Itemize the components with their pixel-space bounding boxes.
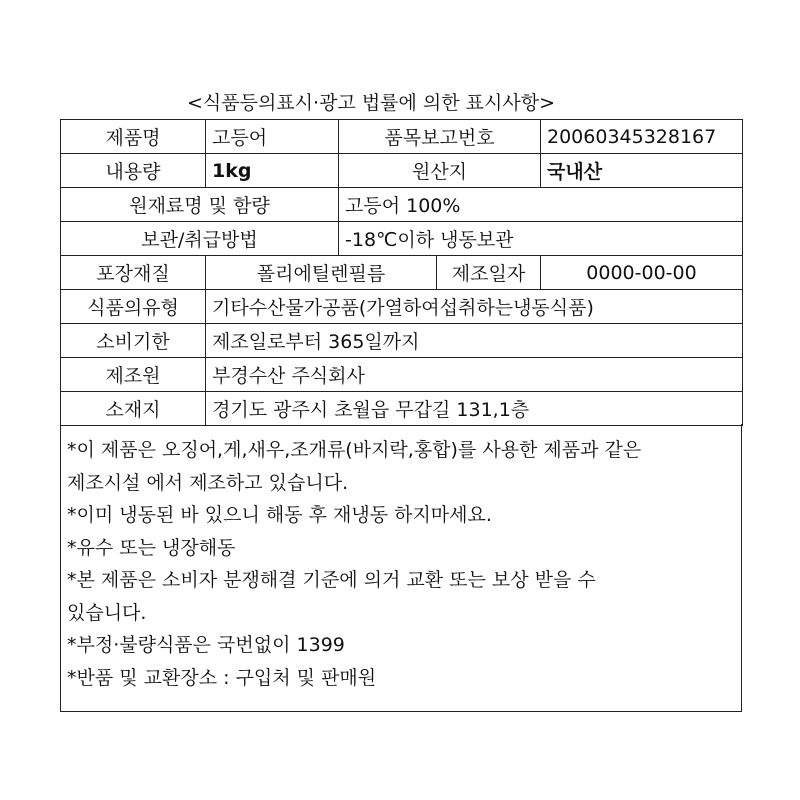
row-product-name (61, 120, 743, 154)
content-label: 내용량 (61, 154, 206, 188)
storage-value: -18℃이하 냉동보관 (339, 222, 743, 256)
label-heading: <식품등의표시·광고 법률에 의한 표시사항> (186, 92, 556, 114)
note-line: *본 제품은 소비자 분쟁해결 기준에 의거 교환 또는 보상 받을 수 (67, 569, 596, 591)
mfg-date-value: 0000-00-00 (541, 256, 743, 290)
row-ingredients (61, 188, 743, 222)
address-value: 경기도 광주시 초월읍 무갑길 131,1층 (206, 392, 743, 426)
food-type-value: 기타수산물가공품(가열하여섭취하는냉동식품) (206, 290, 743, 324)
content-value: 1kg (206, 154, 339, 188)
mfg-date-label: 제조일자 (437, 256, 541, 290)
row-storage (61, 222, 743, 256)
report-no-label: 품목보고번호 (339, 120, 541, 154)
ingredients-value: 고등어 100% (339, 188, 743, 222)
row-packaging (61, 256, 743, 290)
packaging-value: 폴리에틸렌필름 (206, 256, 437, 290)
report-no-value: 20060345328167 (541, 120, 743, 154)
manufacturer-label: 제조원 (61, 358, 206, 392)
row-expiry (61, 324, 743, 358)
note-line: *반품 및 교환장소 : 구입처 및 판매원 (67, 666, 377, 689)
ingredients-label: 원재료명 및 함량 (61, 188, 339, 222)
note-line: *이미 냉동된 바 있으니 해동 후 재냉동 하지마세요. (67, 504, 492, 526)
expiry-value: 제조일로부터 365일까지 (206, 324, 743, 358)
food-type-label: 식품의유형 (61, 290, 206, 324)
note-line: *이 제품은 오징어,게,새우,조개류(바지락,홍합)를 사용한 제품과 같은 (67, 439, 642, 461)
row-manufacturer (61, 358, 743, 392)
note-line: *유수 또는 냉장해동 (67, 536, 236, 559)
label-table (60, 119, 743, 426)
manufacturer-value: 부경수산 주식회사 (206, 358, 743, 392)
origin-value: 국내산 (541, 154, 743, 188)
storage-label: 보관/취급방법 (61, 222, 339, 256)
note-line: 있습니다. (67, 601, 147, 624)
row-food-type (61, 290, 743, 324)
expiry-label: 소비기한 (61, 324, 206, 358)
note-line: 제조시설 에서 제조하고 있습니다. (67, 471, 349, 494)
notes-box (60, 424, 742, 712)
row-content (61, 154, 743, 188)
row-address (61, 392, 743, 426)
product-name-label: 제품명 (61, 120, 206, 154)
packaging-label: 포장재질 (61, 256, 206, 290)
origin-label: 원산지 (339, 154, 541, 188)
note-line: *부정·불량식품은 국번없이 1399 (67, 634, 345, 656)
address-label: 소재지 (61, 392, 206, 426)
product-name-value: 고등어 (206, 120, 339, 154)
